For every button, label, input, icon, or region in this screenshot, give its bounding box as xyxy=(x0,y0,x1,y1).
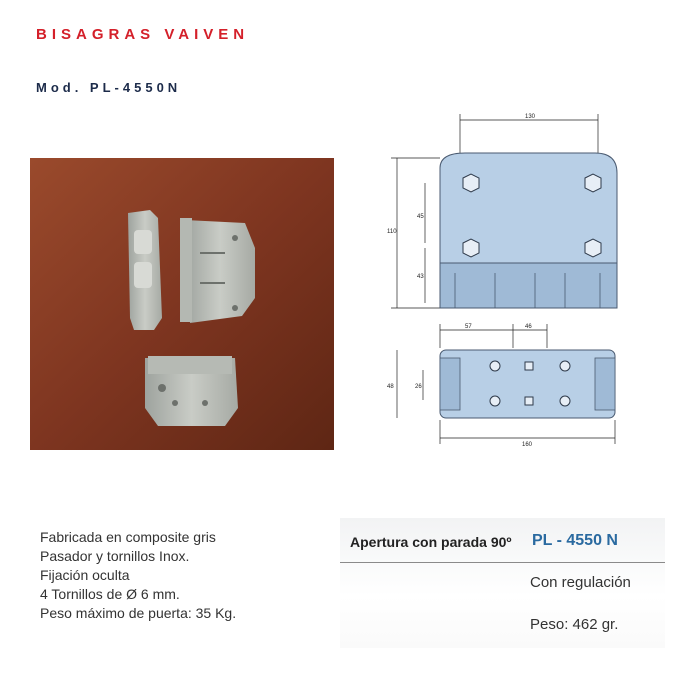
spec-screws: 4 Tornillos de Ø 6 mm. xyxy=(40,586,180,602)
spec-pin: Pasador y tornillos Inox. xyxy=(40,548,190,564)
dim-length: 160 xyxy=(522,442,533,448)
spec-fixing: Fijación oculta xyxy=(40,567,130,583)
dim-width: 130 xyxy=(525,114,536,120)
opening-label: Apertura con parada 90º xyxy=(350,534,512,550)
model-code: PL - 4550 N xyxy=(532,532,618,549)
dim-a: 57 xyxy=(465,324,472,330)
spec-list xyxy=(40,528,236,623)
spec-material: Fabricada en composite gris xyxy=(40,529,216,545)
spec-panel xyxy=(340,518,665,648)
regulation-label: Con regulación xyxy=(530,574,631,591)
dim-height: 110 xyxy=(387,229,397,235)
technical-drawing xyxy=(385,108,655,448)
page-title: BISAGRAS VAIVEN xyxy=(36,26,250,43)
dim-lower: 43 xyxy=(417,274,424,280)
dim-inner: 26 xyxy=(415,384,422,390)
weight-label: Peso: 462 gr. xyxy=(530,616,619,633)
spec-max-weight: Peso máximo de puerta: 35 Kg. xyxy=(40,605,237,621)
dim-b: 46 xyxy=(525,324,532,330)
model-label: Mod. PL-4550N xyxy=(36,80,182,95)
divider xyxy=(340,562,665,563)
dim-upper: 45 xyxy=(417,214,424,220)
dim-bottom-height: 48 xyxy=(387,384,394,390)
product-photo xyxy=(30,158,334,450)
